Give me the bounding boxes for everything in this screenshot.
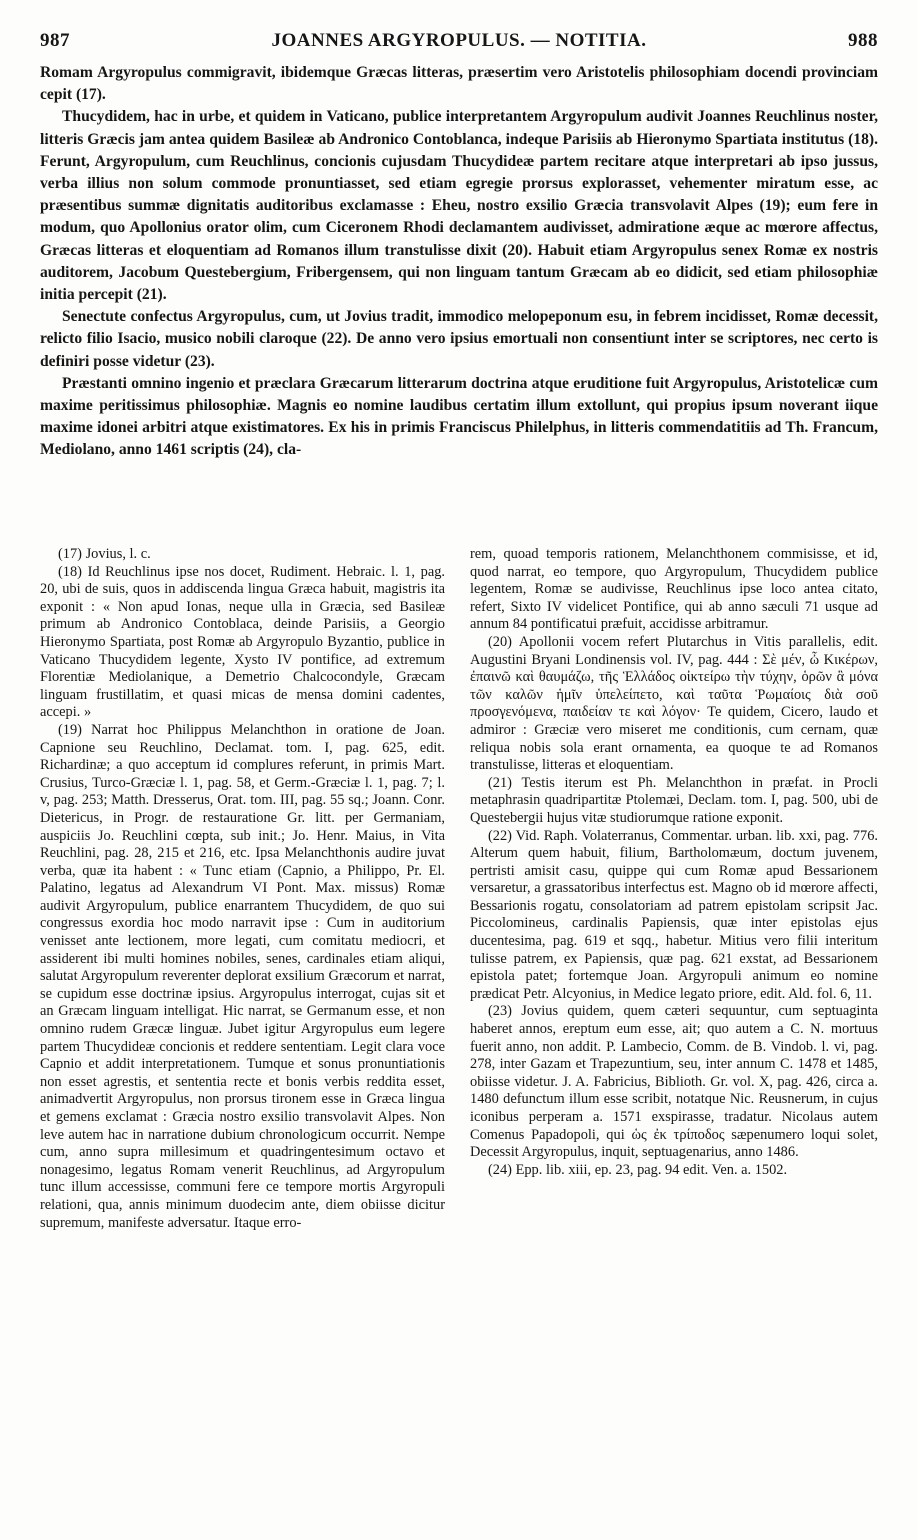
- footnote: (22) Vid. Raph. Volaterranus, Commentar. urban. lib. xxi, pag. 776. Alterum quem habuit, filium, Bartholomæum, doctum juvenem, pertristi amisit casu, quippe qui cum Romæ apud Bessarionem versaretur, a grassatoribus interfectus est. Magno ob id mœrore affecti, Bessarionis rogatu, consolatoriam ad patrem epistolam scripsit Jac. Piccolomineus, cardinalis Papiensis, quæ inter epistolas ejus ducentesima, pag. 619 et sqq., habetur. Mitius vero filii interitum tulisse patrem, ex Papiensis, quæ pag. 621 exstat, ad Bessarionem epistola patet; fortemque Joan. Argyropuli animum eo nomine prædicat Petr. Alcyonius, in Medice legato priore, edit. Ald. fol. 6, 11.: [470, 827, 878, 1002]
- running-title: JOANNES ARGYROPULUS. — NOTITIA.: [271, 30, 647, 51]
- footnote: (18) Id Reuchlinus ipse nos docet, Rudiment. Hebraic. l. 1, pag. 20, ubi de suis, quos in addiscenda lingua Græca habuit, magistris ita exponit : « Non apud Ionas, neque ulla in Græcia, sed Basileæ primum ab Andronico Contoblaca, deinde Parisiis, a Georgio Hieronymo Spartiata, post Romæ ab Argyropulo Byzantio, publice in Vaticano Thucydidem legente, Xysto IV pontifice, ad extremum Florentiæ Mediolanique, a Demetrio Chalcocondyle, Græcam linguam frustillatim, et quasi micas de mensa domini cadentes, accepi. »: [40, 563, 445, 721]
- paragraph: Romam Argyropulus commigravit, ibidemque Græcas litteras, præsertim vero Aristotelis philosophiam docendi provinciam cepit (17).: [40, 64, 878, 104]
- footnote: (24) Epp. lib. xiii, ep. 23, pag. 94 edit. Ven. a. 1502.: [488, 1161, 788, 1178]
- page-header: [40, 30, 878, 56]
- footnote: (20) Apollonii vocem refert Plutarchus in Vitis parallelis, edit. Augustini Bryani Londinensis vol. IV, pag. 444 : Σὲ μέν, ὦ Κικέρων, ἐπαινῶ καὶ θαυμάζω, τῆς Ἑλλάδος οἰκτείρω τὴν τύχην, ὁρῶν ἃ μόνα τῶν καλῶν ἡμῖν ὑπελείπετο, καὶ ταῦτα Ῥωμαίοις διὰ σοῦ προσγενόμενα, παιδείαν τε καὶ λόγον· Te quidem, Cicero, laudo et admiror : Græciæ vero miseret me conditionis, cum cernam, quæ reliqua nobis sola erant ornamenta, ea quoque te ad Romanos transtulisse, litteras et eloquentiam.: [470, 633, 878, 774]
- footnotes-left-column: [40, 546, 445, 1232]
- page-number-left: 987: [40, 30, 70, 51]
- footnote: (17) Jovius, l. c.: [58, 546, 151, 562]
- paragraph: Præstanti omnino ingenio et præclara Græcarum litterarum doctrina atque eruditione fuit Argyropulus, Aristotelicæ cum maxime peritissimus philosophiæ. Magnis eo nomine laudibus certatim illum extollunt, qui propius ipsum noverant iique maxime idonei arbitri atque existimatores. Ex his in primis Franciscus Philelphus, in litteris commendatitiis ad Th. Francum, Mediolano, anno 1461 scriptis (24), cla-: [40, 374, 878, 459]
- footnote-continuation: rem, quoad temporis rationem, Melanchthonem commisisse, et id, quod narrat, eo tempore, quo Argyropulum, Thucydidem publice legentem, Romæ se audivisse, Reuchlinus ipse loco antea citato, refert, Sixto IV videlicet Pontifice, qui ab anno sæculi 71 usque ad annum 84 pontificatui præfuit, accidisse arbitramur.: [470, 546, 878, 633]
- paragraph: Senectute confectus Argyropulus, cum, ut Jovius tradit, immodico melopeponum esu, in febrem incidisset, Romæ decessit, relicto filio Isacio, musico nobili claroque (22). De anno vero ipsius emortuali non consentiunt inter se scriptores, nec certo is definiri posse videtur (23).: [40, 308, 878, 370]
- paragraph: Thucydidem, hac in urbe, et quidem in Vaticano, publice interpretantem Argyropulum audivit Joannes Reuchlinus noster, litteris Græcis jam antea quidem Basileæ ab Andronico Contoblanca, indeque Parisiis ab Hieronymo Spartiata institutus (18). Ferunt, Argyropulum, cum Reuchlinus, concionis cujusdam Thucydideæ partem recitare atque interpretari ab ipso jussus, verba illius non solum commode pronuntiasset, sed etiam egregie prorsus explorasset, vehementer miratum esse, ac præsentibus summæ dignitatis auditoribus exclamasse : Eheu, nostro exsilio Græcia transvolavit Alpes (19); eum fere in modum, quo Apollonius orator olim, cum Ciceronem Rhodi declamantem audivisset, admiratione æque ac mœrore affectus, Græcas litteras et eloquentiam ad Romanos illum transtulisse dixit (20). Habuit etiam Argyropulus senex Romæ ex nostris auditorem, Jacobum Questebergium, Fribergensem, qui non linguam tantum Græcam ab eo didicit, sed etiam philosophiæ initia percepit (21).: [40, 108, 878, 304]
- page-number-right: 988: [848, 30, 878, 51]
- footnotes-right-column: [470, 546, 878, 1179]
- footnote: (19) Narrat hoc Philippus Melanchthon in oratione de Joan. Capnione seu Reuchlino, Declamat. tom. I, pag. 625, edit. Richardinæ; a quo acceptum id complures referunt, in primis Mart. Crusius, Turco-Græciæ l. 1, pag. 58, et Germ.-Græciæ l. 1, pag. 7; l. v, pag. 253; Matth. Dresserus, Orat. tom. III, pag. 55 sq.; Joann. Conr. Dietericus, in Progr. de restauratione Gr. litt. per Germaniam, auspiciis Jo. Reuchlini cœpta, sub init.; Jo. Henr. Maius, in Vita Reuchlini, pag. 28, 215 et 216, etc. Ipsa Melanchthonis audire juvat verba, quæ ita habent : « Tunc etiam (Capnio, a Philippo, Pr. El. Palatino, legatus ad Alexandrum VI Pont. Max. missus) Romæ audivit Argyropulum, publice enarrantem Thucydidem, de quo sui congressus exordia hoc modo narravit ipse : Cum in auditorium venisset ante lectionem, more legati, cum comitatu mediocri, et assiderent ibi multi homines nobiles, senes, cardinales etiam aliqui, salutat Argyropulum reverenter deplorat exsilium Græcorum et narrat, se cupidum esse doctrinæ ipsius. Argyropulus interrogat, cujas sit et an Græcam linguam intelligat. Hic narrat, se Germanum esse, et non omnino rudem Græcæ linguæ. Jubet igitur Argyropulus eum legere partem Thucydideæ concionis et reddere sententiam. Legit clara voce Capnio et addit interpretationem. Tumque et sonus pronuntiationis non esset agrestis, et sententia recte et bonis verbis reddita esset, animadvertit Argyropulus, non prorsus tironem esse in Græca lingua et gemens exclamat : Græcia nostro exsilio transvolavit Alpes. Non leve autem hac in narratione dubium chronologicum occurrit. Nempe cum, anno supra millesimum et quadringentesimum octavo et nonagesimo, legatus Romam venerit Reuchlinus, ad Argyropulum tunc illum accessisse, communi fere ce tempore mortis Argyropuli relationi, qua, annis minimum duodecim ante, diem obiisse dicitur supremum, manifeste adversatur. Itaque erro-: [40, 721, 445, 1231]
- footnote: (23) Jovius quidem, quem cæteri sequuntur, cum septuaginta haberet annos, ereptum eum esse, ait; quo autem a C. N. mortuus fuerit anno, non addit. P. Lambecio, Comm. de B. Vindob. l. vi, pag. 278, inter Gazam et Trapezuntium, seu, inter annum C. 1478 et 1485, obiisse videtur. J. A. Fabricius, Biblioth. Gr. vol. X, pag. 426, circa a. 1480 defunctum illum esse scribit, notatque Nic. Reusnerum, in cujus iconibus perperam a. 1571 exspirasse, tradatur. Nicolaus autem Comenus Papadopoli, qui ὡς ἐκ τρίποδος sæpenumero loqui solet, Decessit Argyropulus, inquit, septuagenarius, anno 1486.: [470, 1003, 878, 1161]
- main-text: [40, 62, 878, 462]
- footnote: (21) Testis iterum est Ph. Melanchthon in præfat. in Procli metaphrasin quadripartitæ Ptolemæi, Declam. tom. I, pag. 500, ubi de Questebergii hujus vitæ studiorumque ratione exponit.: [470, 774, 878, 826]
